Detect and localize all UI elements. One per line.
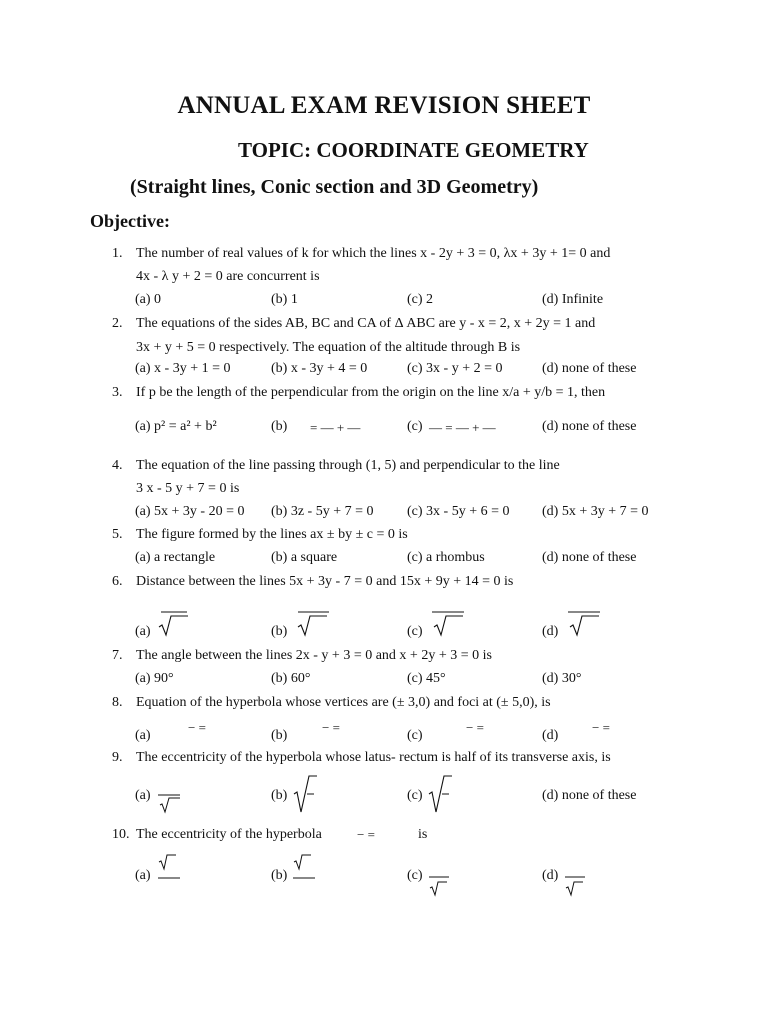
formula-fragment: − =: [466, 720, 484, 735]
option-d: (d) 5x + 3y + 7 = 0: [542, 504, 649, 519]
option-a: (a) a rectangle: [135, 550, 216, 565]
option-d: (d): [542, 624, 559, 639]
option-b: (b) 1: [271, 292, 298, 307]
option-a: (a) p² = a² + b²: [135, 419, 217, 434]
section-heading: Objective:: [90, 211, 170, 231]
question-text: is: [418, 827, 428, 842]
option-c: (c) a rhombus: [407, 550, 485, 565]
option-d: (d): [542, 868, 559, 883]
question-text: 4x - λ y + 2 = 0 are concurrent is: [136, 269, 320, 284]
option-c: (c) 45°: [407, 671, 446, 686]
option-d: (d) none of these: [542, 550, 637, 565]
question-number: 10.: [112, 827, 130, 842]
sqrt-icon: [156, 852, 182, 882]
question-text: If p be the length of the perpendicular from the origin on the line x/a + y/b = 1, then: [136, 385, 606, 400]
question-text: The equation of the line passing through (1, 5) and perpendicular to the line: [136, 458, 560, 473]
sqrt-icon: [157, 610, 189, 638]
question-text: The eccentricity of the hyperbola: [136, 827, 322, 842]
option-a: (a) 90°: [135, 671, 174, 686]
option-a: (a) x - 3y + 1 = 0: [135, 361, 231, 376]
question-text: The figure formed by the lines ax ± by ± c = 0 is: [136, 527, 408, 542]
question-text: The equations of the sides AB, BC and CA of Δ ABC are y - x = 2, x + 2y = 1 and: [136, 316, 596, 331]
formula-fragment: − =: [322, 720, 340, 735]
formula-fragment: − =: [357, 827, 375, 842]
question-number: 6.: [112, 574, 123, 589]
sqrt-icon: [293, 774, 319, 814]
question-number: 9.: [112, 750, 123, 765]
sqrt-icon: [427, 874, 451, 898]
page-title: ANNUAL EXAM REVISION SHEET: [177, 92, 591, 119]
formula-fragment: = — + —: [310, 420, 361, 435]
option-b: (b) 3z - 5y + 7 = 0: [271, 504, 374, 519]
option-b: (b) x - 3y + 4 = 0: [271, 361, 368, 376]
question-number: 1.: [112, 246, 123, 261]
option-c: (c) 3x - y + 2 = 0: [407, 361, 503, 376]
option-c: (c): [407, 624, 423, 639]
question-number: 3.: [112, 385, 123, 400]
option-b: (b) 60°: [271, 671, 311, 686]
sqrt-icon: [428, 774, 454, 814]
option-a: (a): [135, 788, 151, 803]
sqrt-icon: [156, 792, 182, 814]
question-text: Equation of the hyperbola whose vertices are (± 3,0) and foci at (± 5,0), is: [136, 695, 551, 710]
sqrt-icon: [294, 610, 330, 638]
sqrt-icon: [566, 610, 602, 638]
option-a: (a): [135, 624, 151, 639]
option-a: (a) 5x + 3y - 20 = 0: [135, 504, 245, 519]
option-c: (c): [407, 868, 423, 883]
option-b: (b) a square: [271, 550, 338, 565]
option-b: (b): [271, 788, 288, 803]
question-text: 3 x - 5 y + 7 = 0 is: [136, 481, 240, 496]
option-d: (d): [542, 728, 559, 743]
formula-fragment: — = — + —: [429, 420, 496, 435]
option-b: (b): [271, 419, 288, 434]
option-c: (c): [407, 728, 423, 743]
question-text: The angle between the lines 2x - y + 3 = 0 and x + 2y + 3 = 0 is: [136, 648, 492, 663]
option-d: (d) none of these: [542, 361, 637, 376]
sqrt-icon: [563, 874, 587, 898]
option-a: (a): [135, 728, 151, 743]
question-text: Distance between the lines 5x + 3y - 7 = 0 and 15x + 9y + 14 = 0 is: [136, 574, 514, 589]
option-d: (d) none of these: [542, 788, 637, 803]
formula-fragment: − =: [188, 720, 206, 735]
question-number: 5.: [112, 527, 123, 542]
option-b: (b): [271, 624, 288, 639]
topic-heading: TOPIC: COORDINATE GEOMETRY: [238, 138, 589, 162]
option-b: (b): [271, 868, 288, 883]
question-number: 8.: [112, 695, 123, 710]
option-d: (d) Infinite: [542, 292, 604, 307]
subtitle: (Straight lines, Conic section and 3D Geometry): [130, 176, 539, 198]
question-text: The eccentricity of the hyperbola whose latus- rectum is half of its transverse axis, is: [136, 750, 611, 765]
option-c: (c) 3x - 5y + 6 = 0: [407, 504, 510, 519]
sqrt-icon: [291, 852, 317, 882]
question-text: The number of real values of k for which the lines x - 2y + 3 = 0, λx + 3y + 1= 0 and: [136, 246, 611, 261]
option-b: (b): [271, 728, 288, 743]
option-d: (d) none of these: [542, 419, 637, 434]
option-d: (d) 30°: [542, 671, 582, 686]
option-a: (a): [135, 868, 151, 883]
question-text: 3x + y + 5 = 0 respectively. The equation of the altitude through B is: [136, 340, 521, 355]
question-number: 7.: [112, 648, 123, 663]
option-a: (a) 0: [135, 292, 162, 307]
question-number: 4.: [112, 458, 123, 473]
option-c: (c) 2: [407, 292, 434, 307]
formula-fragment: − =: [592, 720, 610, 735]
option-c: (c): [407, 788, 423, 803]
question-number: 2.: [112, 316, 123, 331]
sqrt-icon: [430, 610, 466, 638]
option-c: (c): [407, 419, 423, 434]
